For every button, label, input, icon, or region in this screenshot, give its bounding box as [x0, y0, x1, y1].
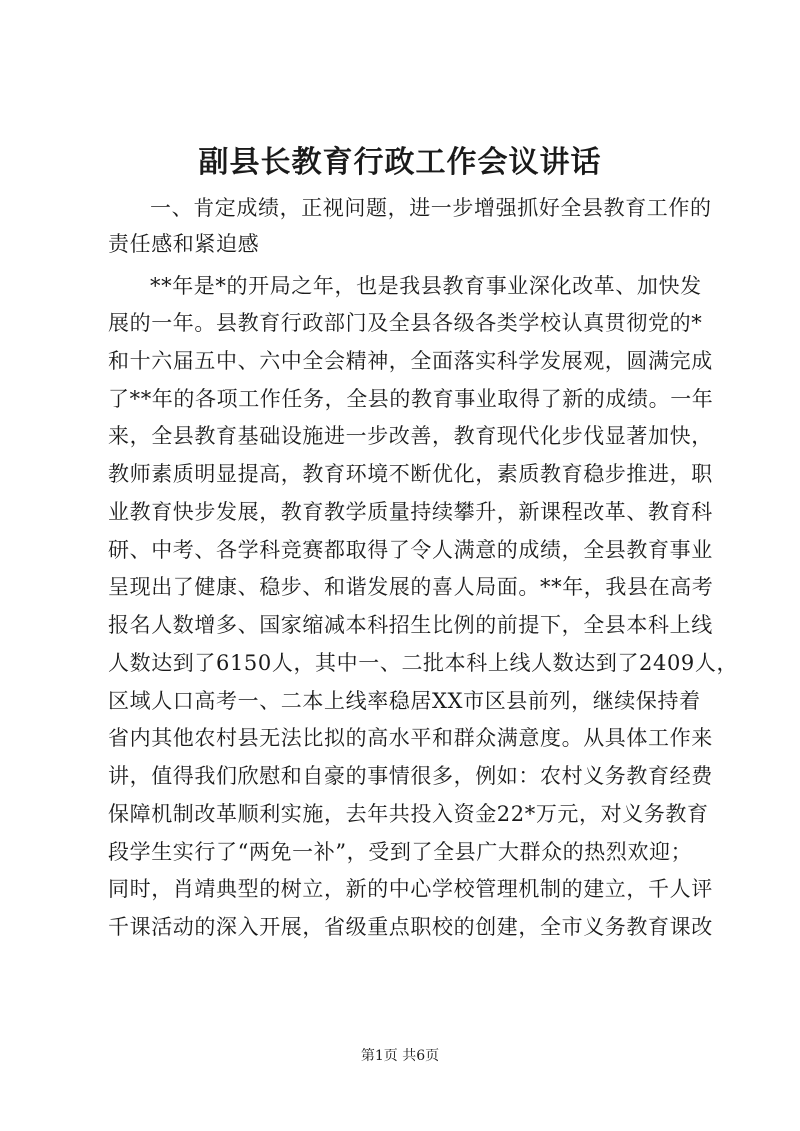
body-line: 区域人口高考一、二本上线率稳居XX市区县前列，继续保持着 — [108, 689, 701, 713]
body-line: 和十六届五中、六中全会精神，全面落实科学发展观，圆满完成 — [108, 349, 713, 373]
body-line: 省内其他农村县无法比拟的高水平和群众满意度。从具体工作来 — [108, 726, 713, 750]
body-line: **年是*的开局之年，也是我县教育事业深化改革、加快发 — [150, 274, 702, 298]
page-number: 第1页 共6页 — [360, 1048, 440, 1064]
body-line: 呈现出了健康、稳步、和谐发展的喜人局面。**年，我县在高考 — [108, 575, 714, 599]
body-line: 展的一年。县教育行政部门及全县各级各类学校认真贯彻党的* — [108, 311, 703, 335]
body-line: 讲，值得我们欣慰和自豪的事情很多，例如：农村义务教育经费 — [108, 764, 713, 788]
body-line: 一、肯定成绩，正视问题，进一步增强抓好全县教育工作的 — [150, 196, 712, 220]
body-line: 来，全县教育基础设施进一步改善，教育现代化步伐显著加快， — [108, 424, 713, 448]
body-line: 段学生实行了“两免一补”，受到了全县广大群众的热烈欢迎； — [108, 840, 693, 864]
body-line: 同时，肖靖典型的树立，新的中心学校管理机制的建立，千人评 — [108, 877, 713, 901]
body-line: 研、中考、各学科竞赛都取得了令人满意的成绩，全县教育事业 — [108, 538, 713, 562]
body-line: 教师素质明显提高，教育环境不断优化，素质教育稳步推进，职 — [108, 462, 713, 486]
body-line: 报名人数增多、国家缩减本科招生比例的前提下，全县本科上线 — [108, 613, 713, 637]
body-line: 了**年的各项工作任务，全县的教育事业取得了新的成绩。一年 — [108, 387, 714, 411]
body-line: 业教育快步发展，教育教学质量持续攀升，新课程改革、教育科 — [108, 500, 713, 524]
body-line: 保障机制改革顺利实施，去年共投入资金22*万元，对义务教育 — [108, 802, 709, 826]
body-line: 千课活动的深入开展，省级重点职校的创建，全市义务教育课改 — [108, 915, 713, 939]
document-title: 副县长教育行政工作会议讲话 — [198, 145, 602, 180]
body-line: 责任感和紧迫感 — [108, 232, 260, 256]
body-line: 人数达到了6150人，其中一、二批本科上线人数达到了2409人， — [108, 651, 739, 675]
